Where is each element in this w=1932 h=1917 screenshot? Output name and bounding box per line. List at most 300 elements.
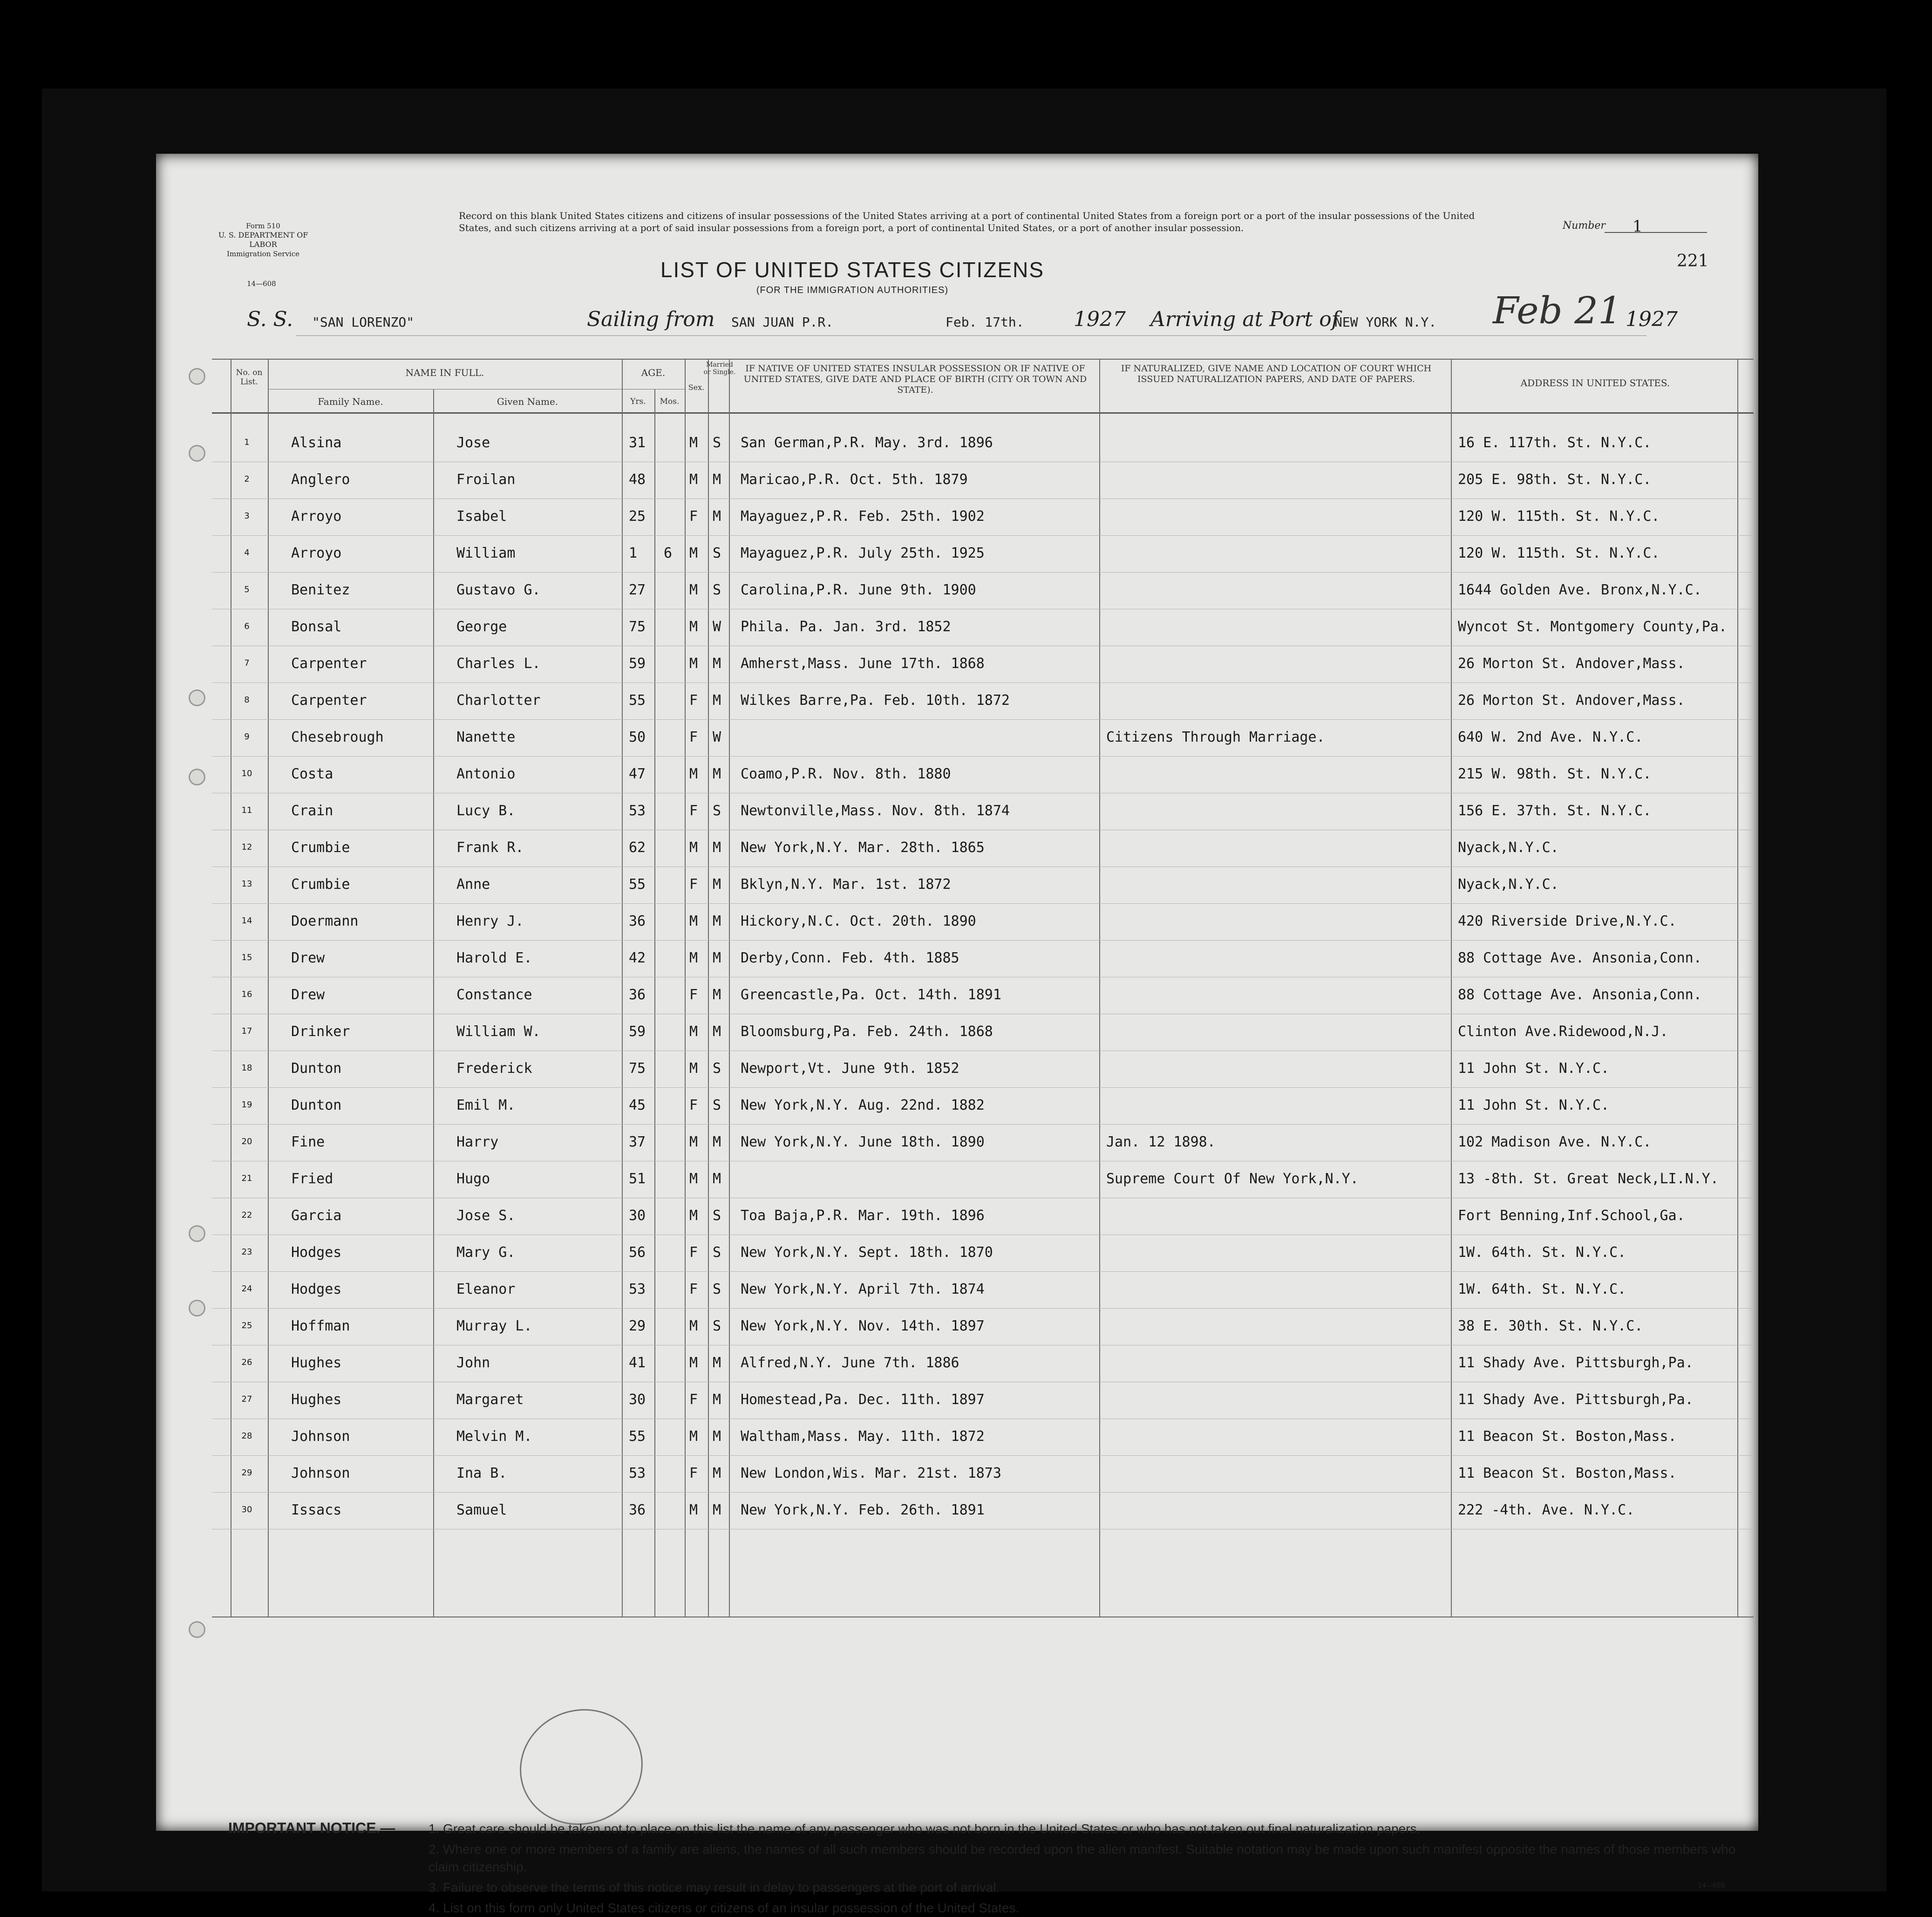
table-row [156, 1089, 1758, 1125]
row-number: 5 [244, 585, 250, 594]
sailing-label: Sailing from [587, 307, 715, 331]
marital-status: M [713, 1392, 721, 1408]
marital-status: S [713, 1097, 721, 1113]
birth-info: New London,Wis. Mar. 21st. 1873 [741, 1465, 1001, 1481]
table-row [156, 1420, 1758, 1456]
header-married-single: Married or Single. [703, 361, 736, 376]
given-name: Charlotter [456, 692, 541, 709]
given-name: Samuel [456, 1502, 507, 1518]
table-row [156, 1273, 1758, 1309]
given-name: Constance [456, 987, 532, 1003]
row-number: 9 [244, 732, 250, 742]
sex: M [689, 1208, 698, 1224]
row-divider [212, 1455, 1754, 1456]
given-name: Harold E. [456, 950, 532, 966]
row-number: 28 [241, 1431, 252, 1441]
row-number: 23 [241, 1247, 252, 1257]
table-row [156, 426, 1758, 463]
age-years: 31 [629, 435, 646, 451]
birth-info: Waltham,Mass. May. 11th. 1872 [741, 1428, 985, 1445]
address: 11 Beacon St. Boston,Mass. [1458, 1465, 1677, 1481]
form-code: 14—608 [247, 280, 276, 288]
marital-status: M [713, 692, 721, 709]
family-name: Crumbie [291, 876, 350, 893]
table-row [156, 794, 1758, 831]
table-row [156, 1236, 1758, 1272]
given-name: Hugo [456, 1171, 490, 1187]
row-divider [212, 1308, 1754, 1309]
address: 1W. 64th. St. N.Y.C. [1458, 1281, 1626, 1297]
sex: M [689, 1060, 698, 1077]
table-row [156, 721, 1758, 757]
address: 16 E. 117th. St. N.Y.C. [1458, 435, 1652, 451]
marital-status: M [713, 876, 721, 893]
age-years: 55 [629, 876, 646, 893]
age-years: 30 [629, 1392, 646, 1408]
marital-status: M [713, 950, 721, 966]
row-divider [212, 866, 1754, 867]
sex: M [689, 471, 698, 488]
given-name: Isabel [456, 508, 507, 525]
given-name: Harry [456, 1134, 499, 1150]
important-notice [228, 1819, 1742, 1917]
birth-info: New York,N.Y. Nov. 14th. 1897 [741, 1318, 985, 1334]
row-number: 14 [241, 916, 252, 926]
header-mos: Mos. [660, 397, 680, 406]
sex: M [689, 1134, 698, 1150]
age-years: 53 [629, 803, 646, 819]
marital-status: S [713, 1208, 721, 1224]
marital-status: M [713, 1428, 721, 1445]
address: 38 E. 30th. St. N.Y.C. [1458, 1318, 1643, 1334]
family-name: Costa [291, 766, 333, 782]
address: 102 Madison Ave. N.Y.C. [1458, 1134, 1652, 1150]
table-row [156, 1015, 1758, 1051]
marital-status: W [713, 729, 721, 745]
row-divider [212, 1124, 1754, 1125]
row-number: 13 [241, 879, 252, 889]
given-name: Jose S. [456, 1208, 516, 1224]
birth-info: Mayaguez,P.R. Feb. 25th. 1902 [741, 508, 985, 525]
given-name: Jose [456, 435, 490, 451]
birth-info: New York,N.Y. April 7th. 1874 [741, 1281, 985, 1297]
form-id-block [212, 221, 314, 259]
age-years: 55 [629, 1428, 646, 1445]
page-number: 221 [1677, 252, 1709, 271]
table-row [156, 1494, 1758, 1530]
sex: F [689, 803, 698, 819]
marital-status: M [713, 913, 721, 929]
sex: F [689, 1465, 698, 1481]
family-name: Arroyo [291, 508, 342, 525]
age-years: 36 [629, 987, 646, 1003]
marital-status: M [713, 508, 721, 525]
birth-info: New York,N.Y. Feb. 26th. 1891 [741, 1502, 985, 1518]
number-label: Number [1563, 220, 1605, 232]
ss-label: S. S. [247, 307, 293, 331]
birth-info: Carolina,P.R. June 9th. 1900 [741, 582, 976, 598]
family-name: Crain [291, 803, 333, 819]
table-row [156, 905, 1758, 941]
birth-info: Maricao,P.R. Oct. 5th. 1879 [741, 471, 968, 488]
naturalization-info: Supreme Court Of New York,N.Y. [1106, 1171, 1359, 1187]
marital-status: M [713, 471, 721, 488]
family-name: Garcia [291, 1208, 342, 1224]
birth-info: Hickory,N.C. Oct. 20th. 1890 [741, 913, 976, 929]
naturalization-info: Citizens Through Marriage. [1106, 729, 1325, 745]
birth-info: Toa Baja,P.R. Mar. 19th. 1896 [741, 1208, 985, 1224]
address: 88 Cottage Ave. Ansonia,Conn. [1458, 987, 1702, 1003]
family-name: Anglero [291, 471, 350, 488]
row-number: 12 [241, 842, 252, 852]
sex: F [689, 1281, 698, 1297]
given-name: Frederick [456, 1060, 532, 1077]
age-years: 37 [629, 1134, 646, 1150]
table-row [156, 610, 1758, 647]
row-number: 10 [241, 769, 252, 778]
given-name: Lucy B. [456, 803, 516, 819]
table-row [156, 757, 1758, 794]
sailing-year: 1927 [1074, 307, 1126, 331]
birth-info: Newtonville,Mass. Nov. 8th. 1874 [741, 803, 1010, 819]
row-number: 20 [241, 1137, 252, 1146]
marital-status: S [713, 545, 721, 561]
row-number: 15 [241, 953, 252, 962]
row-number: 16 [241, 989, 252, 999]
address: 205 E. 98th. St. N.Y.C. [1458, 471, 1652, 488]
marital-status: S [713, 1060, 721, 1077]
address: 13 -8th. St. Great Neck,LI.N.Y. [1458, 1171, 1719, 1187]
notice-item-3: 3. Failure to observe the terms of this notice may result in delay to passengers at the port of arrival. [429, 1880, 1000, 1895]
row-divider [212, 756, 1754, 757]
given-name: George [456, 619, 507, 635]
birth-info: New York,N.Y. Sept. 18th. 1870 [741, 1244, 993, 1261]
sex: M [689, 1355, 698, 1371]
address: Fort Benning,Inf.School,Ga. [1458, 1208, 1685, 1224]
given-name: Frank R. [456, 839, 524, 856]
given-name: Mary G. [456, 1244, 516, 1261]
marital-status: M [713, 1502, 721, 1518]
sex: F [689, 876, 698, 893]
sex: M [689, 582, 698, 598]
row-number: 1 [244, 437, 250, 447]
age-years: 48 [629, 471, 646, 488]
form-number: Form 510 [246, 222, 280, 230]
age-years: 59 [629, 1023, 646, 1040]
sex: M [689, 1428, 698, 1445]
row-number: 4 [244, 548, 250, 558]
family-name: Fine [291, 1134, 325, 1150]
age-months: 6 [664, 545, 673, 561]
row-number: 30 [241, 1505, 252, 1514]
age-years: 75 [629, 1060, 646, 1077]
birth-info: Bklyn,N.Y. Mar. 1st. 1872 [741, 876, 951, 893]
sailing-date: Feb. 17th. [946, 314, 1024, 330]
notice-item-2: 2. Where one or more members of a family are aliens, the names of all such members should be recorded upon the alien manifest. Suitable notation may be made upon such manifest opposite the names of those members who claim citizenship. [429, 1842, 1736, 1874]
given-name: Froilan [456, 471, 516, 488]
row-number: 22 [241, 1210, 252, 1220]
service-name: Immigration Service [226, 250, 300, 258]
family-name: Hodges [291, 1281, 342, 1297]
marital-status: S [713, 582, 721, 598]
table-row [156, 1162, 1758, 1199]
address: Nyack,N.Y.C. [1458, 839, 1559, 856]
table-row [156, 537, 1758, 573]
table-top-border [212, 359, 1754, 360]
row-number: 17 [241, 1026, 252, 1036]
row-divider [212, 682, 1754, 683]
birth-info: San German,P.R. May. 3rd. 1896 [741, 435, 993, 451]
address: 640 W. 2nd Ave. N.Y.C. [1458, 729, 1643, 745]
row-divider [212, 1271, 1754, 1272]
address: 11 Shady Ave. Pittsburgh,Pa. [1458, 1392, 1694, 1408]
given-name: Antonio [456, 766, 516, 782]
row-number: 11 [241, 805, 252, 815]
row-divider [212, 535, 1754, 536]
age-years: 36 [629, 913, 646, 929]
given-name: Murray L. [456, 1318, 532, 1334]
punch-hole [189, 1300, 205, 1317]
punch-hole [189, 689, 205, 706]
page-subtitle: (FOR THE IMMIGRATION AUTHORITIES) [756, 285, 949, 295]
given-name: Eleanor [456, 1281, 516, 1297]
marital-status: M [713, 1465, 721, 1481]
address: 120 W. 115th. St. N.Y.C. [1458, 545, 1660, 561]
header-sex: Sex. [688, 383, 705, 392]
table-row [156, 831, 1758, 867]
row-number: 7 [244, 658, 250, 668]
row-divider [212, 572, 1754, 573]
number-value: 1 [1633, 217, 1643, 236]
sex: M [689, 950, 698, 966]
marital-status: S [713, 803, 721, 819]
age-years: 1 [629, 545, 638, 561]
table-row [156, 978, 1758, 1015]
birth-info: Phila. Pa. Jan. 3rd. 1852 [741, 619, 951, 635]
arrival-port: NEW YORK N.Y. [1334, 314, 1437, 330]
age-years: 29 [629, 1318, 646, 1334]
family-name: Hughes [291, 1392, 342, 1408]
age-years: 51 [629, 1171, 646, 1187]
age-years: 45 [629, 1097, 646, 1113]
given-name: John [456, 1355, 490, 1371]
header-no-on-list: No. on List. [236, 368, 263, 387]
punch-hole [189, 368, 205, 385]
family-name: Issacs [291, 1502, 342, 1518]
address: 26 Morton St. Andover,Mass. [1458, 655, 1685, 672]
address: 222 -4th. Ave. N.Y.C. [1458, 1502, 1635, 1518]
row-divider [212, 1087, 1754, 1088]
sex: M [689, 435, 698, 451]
arrival-date-handwritten: Feb 21 [1493, 289, 1622, 332]
address: 26 Morton St. Andover,Mass. [1458, 692, 1685, 709]
sex: F [689, 1244, 698, 1261]
marital-status: W [713, 619, 721, 635]
marital-status: M [713, 1171, 721, 1187]
ship-name: "SAN LORENZO" [312, 314, 415, 330]
sex: F [689, 1392, 698, 1408]
punch-hole [189, 1621, 205, 1638]
family-name: Dunton [291, 1060, 342, 1077]
row-number: 21 [241, 1173, 252, 1183]
header-age: AGE. [641, 367, 666, 378]
birth-info: Coamo,P.R. Nov. 8th. 1880 [741, 766, 951, 782]
arriving-label: Arriving at Port of [1150, 307, 1340, 331]
header-family-name: Family Name. [318, 396, 383, 407]
table-row [156, 1346, 1758, 1383]
department-name: U. S. DEPARTMENT OF LABOR [218, 231, 308, 249]
family-name: Fried [291, 1171, 333, 1187]
address: 215 W. 98th. St. N.Y.C. [1458, 766, 1652, 782]
family-name: Chesebrough [291, 729, 384, 745]
given-name: William W. [456, 1023, 541, 1040]
row-number: 26 [241, 1358, 252, 1367]
number-underline [1605, 232, 1707, 233]
table-row [156, 868, 1758, 904]
family-name: Carpenter [291, 655, 367, 672]
table-row [156, 684, 1758, 720]
address: Clinton Ave.Ridewood,N.J. [1458, 1023, 1668, 1040]
age-years: 55 [629, 692, 646, 709]
age-years: 53 [629, 1281, 646, 1297]
family-name: Drinker [291, 1023, 350, 1040]
given-name: Charles L. [456, 655, 541, 672]
manifest-page [156, 154, 1758, 1915]
arrival-year: 1927 [1626, 307, 1678, 331]
family-name: Doermann [291, 913, 359, 929]
family-name: Johnson [291, 1428, 350, 1445]
header-note: Record on this blank United States citizens and citizens of insular possessions of the United States arriving at a port of continental United States from a foreign port or a port of the insular possessions of the United States, and such citizens arriving at a port of said insular possessions from a foreign port, a port of continental United States, or a port of another insular possession. [459, 210, 1475, 233]
sailing-port: SAN JUAN P.R. [731, 314, 834, 330]
naturalization-info: Jan. 12 1898. [1106, 1134, 1216, 1150]
row-number: 27 [241, 1394, 252, 1404]
table-row [156, 1126, 1758, 1162]
age-years: 47 [629, 766, 646, 782]
given-name: Henry J. [456, 913, 524, 929]
header-name-in-full: NAME IN FULL. [405, 367, 484, 378]
header-given-name: Given Name. [497, 396, 558, 407]
sex: F [689, 1097, 698, 1113]
address: 120 W. 115th. St. N.Y.C. [1458, 508, 1660, 525]
family-name: Hughes [291, 1355, 342, 1371]
given-name: Gustavo G. [456, 582, 541, 598]
family-name: Hodges [291, 1244, 342, 1261]
marital-status: M [713, 1023, 721, 1040]
sex: M [689, 839, 698, 856]
sex: M [689, 1502, 698, 1518]
birth-info: Mayaguez,P.R. July 25th. 1925 [741, 545, 985, 561]
birth-info: New York,N.Y. Aug. 22nd. 1882 [741, 1097, 985, 1113]
page-title: LIST OF UNITED STATES CITIZENS [660, 258, 1045, 282]
sex: F [689, 729, 698, 745]
notice-item-4: 4. List on this form only United States citizens or citizens of an insular possession of the United States. [429, 1901, 1020, 1915]
age-years: 59 [629, 655, 646, 672]
row-divider [212, 719, 1754, 720]
age-years: 62 [629, 839, 646, 856]
row-number: 29 [241, 1468, 252, 1478]
punch-hole [189, 445, 205, 462]
given-name: Nanette [456, 729, 516, 745]
notice-label: IMPORTANT NOTICE.— [228, 1820, 395, 1836]
marital-status: M [713, 839, 721, 856]
row-divider [212, 498, 1754, 499]
header-yrs: Yrs. [630, 397, 646, 406]
sex: F [689, 692, 698, 709]
table-row [156, 1457, 1758, 1493]
table-row [156, 573, 1758, 610]
marital-status: M [713, 1134, 721, 1150]
family-name: Dunton [291, 1097, 342, 1113]
birth-info: Bloomsburg,Pa. Feb. 24th. 1868 [741, 1023, 993, 1040]
header-address: ADDRESS IN UNITED STATES. [1520, 377, 1670, 389]
table-row [156, 1199, 1758, 1235]
age-years: 42 [629, 950, 646, 966]
row-divider [212, 1492, 1754, 1493]
birth-info: Alfred,N.Y. June 7th. 1886 [741, 1355, 959, 1371]
marital-status: S [713, 435, 721, 451]
birth-info: Amherst,Mass. June 17th. 1868 [741, 655, 985, 672]
row-number: 25 [241, 1321, 252, 1330]
sex: M [689, 1171, 698, 1187]
sex: M [689, 766, 698, 782]
notice-item-1: 1. Great care should be taken not to place on this list the name of any passenger who was not born in the United States or who has not taken out final naturalization papers. [429, 1821, 1421, 1836]
birth-info: Newport,Vt. June 9th. 1852 [741, 1060, 959, 1077]
address: 1W. 64th. St. N.Y.C. [1458, 1244, 1626, 1261]
footer-code: 14—608 [1698, 1882, 1725, 1890]
age-years: 75 [629, 619, 646, 635]
address: 11 Beacon St. Boston,Mass. [1458, 1428, 1677, 1445]
table-row [156, 1052, 1758, 1088]
sex: M [689, 655, 698, 672]
marital-status: S [713, 1281, 721, 1297]
family-name: Crumbie [291, 839, 350, 856]
given-name: Emil M. [456, 1097, 516, 1113]
punch-hole [189, 1225, 205, 1242]
row-number: 2 [244, 474, 250, 484]
sex: F [689, 987, 698, 1003]
table-row [156, 1383, 1758, 1419]
family-name: Carpenter [291, 692, 367, 709]
header-naturalized: IF NATURALIZED, GIVE NAME AND LOCATION OF COURT WHICH ISSUED NATURALIZATION PAPERS, AND DATE OF PAPERS. [1121, 363, 1432, 384]
marital-status: M [713, 766, 721, 782]
table-row [156, 463, 1758, 499]
birth-info: New York,N.Y. June 18th. 1890 [741, 1134, 985, 1150]
family-name: Benitez [291, 582, 350, 598]
row-number: 3 [244, 511, 250, 521]
row-number: 24 [241, 1284, 252, 1294]
punch-hole [189, 769, 205, 785]
voyage-underline [296, 335, 1646, 336]
address: 1644 Golden Ave. Bronx,N.Y.C. [1458, 582, 1702, 598]
sex: M [689, 619, 698, 635]
table-row [156, 1310, 1758, 1346]
family-name: Drew [291, 950, 325, 966]
sex: M [689, 545, 698, 561]
age-years: 41 [629, 1355, 646, 1371]
address: 420 Riverside Drive,N.Y.C. [1458, 913, 1677, 929]
age-years: 27 [629, 582, 646, 598]
birth-info: Homestead,Pa. Dec. 11th. 1897 [741, 1392, 985, 1408]
address: 156 E. 37th. St. N.Y.C. [1458, 803, 1652, 819]
marital-status: M [713, 1355, 721, 1371]
row-number: 19 [241, 1100, 252, 1110]
table-row [156, 941, 1758, 978]
family-name: Johnson [291, 1465, 350, 1481]
row-divider [212, 903, 1754, 904]
marital-status: S [713, 1244, 721, 1261]
age-years: 25 [629, 508, 646, 525]
sex: M [689, 1318, 698, 1334]
